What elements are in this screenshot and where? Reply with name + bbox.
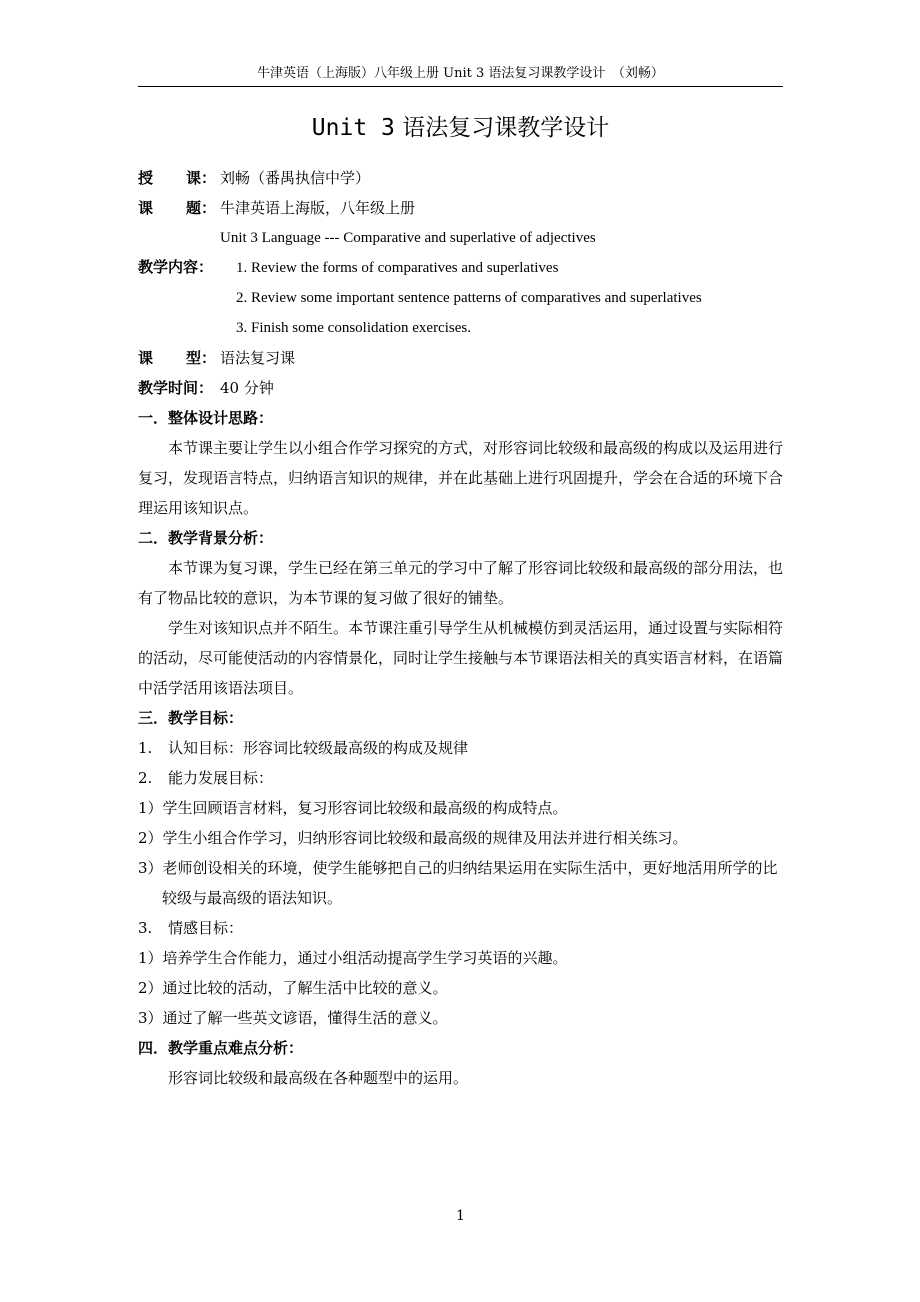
- section-1-paragraph: 本节课主要让学生以小组合作学习探究的方式，对形容词比较级和最高级的构成以及运用进行复习，发现语言特点，归纳语言知识的规律，并在此基础上进行巩固提升，学会在合适的环境下合理运用该知识点。: [138, 439, 784, 517]
- type-row: [138, 343, 783, 373]
- goal-2-item-1-number: 1）: [138, 799, 163, 817]
- topic-value-2: Unit 3 Language --- Comparative and superlative of adjectives: [220, 230, 596, 246]
- title-unit: Unit 3: [311, 115, 395, 141]
- content-item-2: 2. Review some important sentence patterns of comparatives and superlatives: [236, 290, 702, 306]
- goal-3-item-3-text: 通过了解一些英文谚语，懂得生活的意义。: [162, 1009, 448, 1027]
- goal-2-number: 2.: [138, 769, 153, 787]
- document-body: [138, 163, 783, 1093]
- section-heading-2: 二．教学背景分析：: [138, 529, 274, 547]
- goal-2-text: 能力发展目标：: [168, 769, 274, 787]
- goal-1-number: 1.: [138, 739, 153, 757]
- goal-2-item-1: [138, 793, 783, 823]
- goal-3-item-2-text: 通过比较的活动，了解生活中比较的意义。: [162, 979, 448, 997]
- section-heading-1: 一．整体设计思路：: [138, 409, 274, 427]
- content-row: [138, 253, 783, 283]
- goal-2-item-2: [138, 823, 783, 853]
- section-2-paragraph-2: 学生对该知识点并不陌生。本节课注重引导学生从机械模仿到灵活运用，通过设置与实际相符的活动，尽可能使活动的内容情景化，同时让学生接触与本节课语法相关的真实语言材料，在语篇中活学活用该语法项目。: [138, 619, 784, 697]
- goal-1-text: 认知目标：形容词比较级最高级的构成及规律: [168, 739, 469, 757]
- teacher-value: 刘畅（番禺执信中学）: [220, 169, 371, 187]
- type-value: 语法复习课: [220, 349, 296, 367]
- time-value: 40 分钟: [220, 379, 274, 397]
- header-rule: [138, 86, 783, 87]
- teacher-label-a: 授: [138, 169, 154, 187]
- content-item-1: 1. Review the forms of comparatives and superlatives: [236, 260, 559, 276]
- goal-3-item-3: [138, 1003, 783, 1033]
- goal-2-item-3-number: 3）: [138, 859, 163, 877]
- teacher-row: [138, 163, 783, 193]
- document-title: [138, 112, 783, 144]
- section-heading-4: 四．教学重点难点分析：: [138, 1039, 304, 1057]
- goal-3-item-2: [138, 973, 783, 1003]
- goal-3-item-3-number: 3）: [138, 1009, 163, 1027]
- teacher-label-b: 课：: [186, 169, 217, 187]
- goal-2-item-3-text: 老师创设相关的环境，使学生能够把自己的归纳结果运用在实际生活中，更好地活用所学的比较级与最高级的语法知识。: [162, 859, 778, 907]
- topic-value: 牛津英语上海版，八年级上册: [220, 199, 416, 217]
- goal-2-item-1-text: 学生回顾语言材料，复习形容词比较级和最高级的构成特点。: [162, 799, 568, 817]
- goal-3-text: 情感目标：: [168, 919, 244, 937]
- topic-label-a: 课: [138, 199, 154, 217]
- goal-3-item-1-text: 培养学生合作能力，通过小组活动提高学生学习英语的兴趣。: [162, 949, 568, 967]
- content-label: 教学内容：: [138, 260, 214, 276]
- goal-2: [138, 763, 783, 793]
- type-label-a: 课: [138, 349, 154, 367]
- goal-2-item-2-number: 2）: [138, 829, 163, 847]
- title-text: 语法复习课教学设计: [402, 115, 610, 141]
- time-row: [138, 373, 783, 403]
- goal-3-number: 3.: [138, 919, 153, 937]
- goal-3-item-1-number: 1）: [138, 949, 163, 967]
- goal-2-item-3: [138, 853, 783, 913]
- goal-1: [138, 733, 783, 763]
- time-label: 教学时间：: [138, 379, 214, 397]
- goal-3-item-2-number: 2）: [138, 979, 163, 997]
- goal-3-item-1: [138, 943, 783, 973]
- section-heading-3: 三．教学目标：: [138, 709, 244, 727]
- content-item-3: 3. Finish some consolidation exercises.: [236, 320, 471, 336]
- type-label-b: 型：: [186, 349, 217, 367]
- page-number: 1: [456, 1208, 465, 1224]
- running-header: 牛津英语（上海版）八年级上册 Unit 3 语法复习课教学设计 （刘畅）: [257, 66, 664, 81]
- goal-2-item-2-text: 学生小组合作学习，归纳形容词比较级和最高级的规律及用法并进行相关练习。: [162, 829, 688, 847]
- section-4-paragraph: 形容词比较级和最高级在各种题型中的运用。: [168, 1069, 469, 1087]
- topic-row: [138, 193, 783, 223]
- goal-3: [138, 913, 783, 943]
- topic-label-b: 题：: [186, 199, 217, 217]
- section-2-paragraph-1: 本节课为复习课，学生已经在第三单元的学习中了解了形容词比较级和最高级的部分用法，也有了物品比较的意识，为本节课的复习做了很好的铺垫。: [138, 559, 784, 607]
